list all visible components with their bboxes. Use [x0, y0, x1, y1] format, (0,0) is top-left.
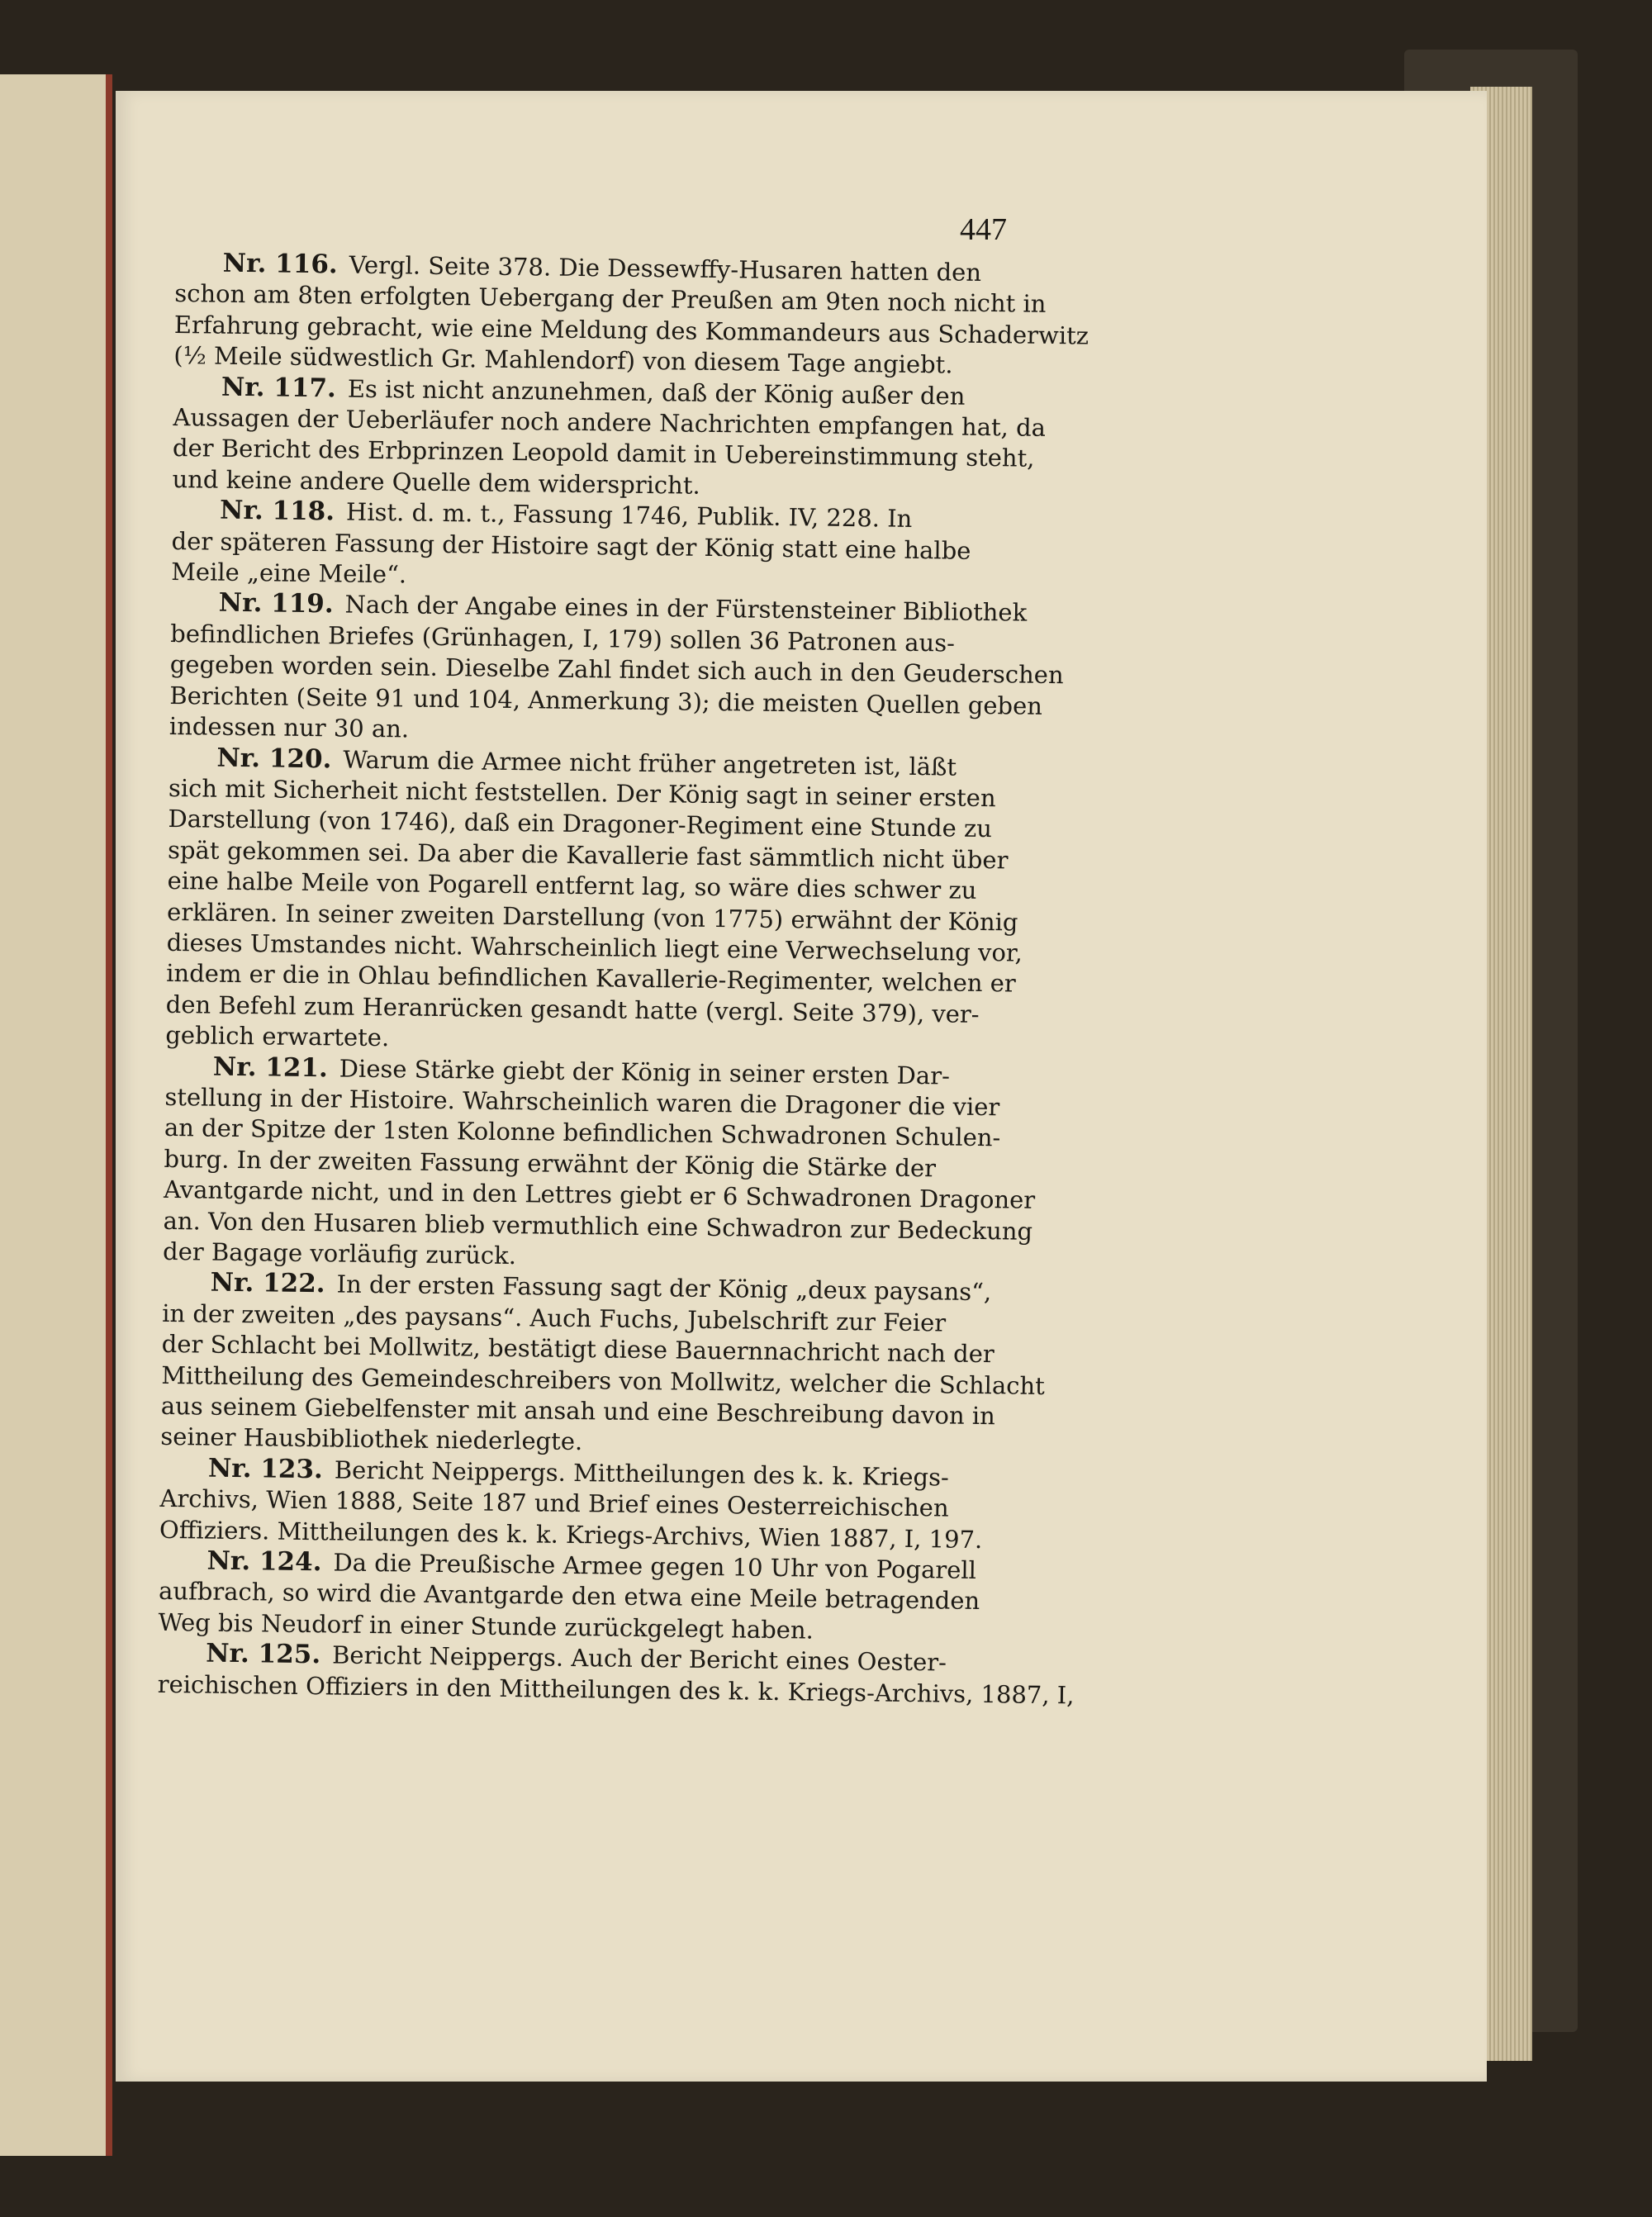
note-text: aufbrach, so wird die Avantgarde den etwa eine Meile betragenden [158, 1577, 980, 1616]
note-text: Archivs, Wien 1888, Seite 187 und Brief eines Oesterreichischen [159, 1484, 949, 1522]
note-number: Nr. 117. [221, 372, 337, 404]
note-text: burg. In der zweiten Fassung erwähnt der König die Stärke der [164, 1144, 937, 1183]
note-text: befindlichen Briefes (Grünhagen, I, 179) sollen 36 Patronen aus- [170, 619, 956, 658]
note-text: Offiziers. Mittheilungen des k. k. Kriegs-Archivs, Wien 1887, I, 197. [159, 1515, 983, 1554]
note-paragraph [159, 1453, 1107, 1557]
note-number: Nr. 123. [207, 1453, 324, 1485]
note-number: Nr. 124. [206, 1545, 322, 1578]
note-text: Weg bis Neudorf in einer Stunde zurückgelegt haben. [158, 1607, 814, 1645]
note-text: den Befehl zum Heranrücken gesandt hatte (vergl. Seite 379), ver- [165, 990, 980, 1028]
note-text: der späteren Fassung der Histoire sagt der König statt eine halbe [171, 526, 971, 565]
note-text: Berichten (Seite 91 und 104, Anmerkung 3); die meisten Quellen geben [169, 681, 1043, 720]
note-text: indessen nur 30 an. [169, 712, 410, 743]
note-text: an der Spitze der 1sten Kolonne befindlichen Schwadronen Schulen- [164, 1113, 1001, 1152]
footnotes-text [158, 248, 1122, 1711]
note-text: Es ist nicht anzunehmen, daß der König außer den [347, 374, 966, 411]
note-text: Warum die Armee nicht früher angetreten ist, läßt [343, 745, 957, 781]
note-text: Meile „eine Meile“. [171, 558, 407, 589]
note-text: reichischen Offiziers in den Mittheilungen des k. k. Kriegs-Archivs, 1887, I, [157, 1669, 1075, 1710]
note-paragraph [163, 1051, 1112, 1279]
note-text: Da die Preußische Armee gegen 10 Uhr von Pogarell [333, 1548, 977, 1585]
note-text: sich mit Sicherheit nicht feststellen. Der König sagt in seiner ersten [168, 773, 996, 813]
note-text: Bericht Neippergs. Mittheilungen des k. k. Kriegs- [334, 1455, 949, 1492]
note-paragraph [169, 587, 1118, 753]
note-text: aus seinem Giebelfenster mit ansah und eine Beschreibung davon in [160, 1391, 996, 1431]
note-text: Hist. d. m. t., Fassung 1746, Publik. IV, 228. In [345, 497, 913, 534]
note-text: geblich erwartete. [165, 1021, 390, 1052]
note-text: Vergl. Seite 378. Die Dessewffy-Husaren hatten den [349, 250, 982, 287]
note-text: stellung in der Histoire. Wahrscheinlich waren die Dragoner die vier [164, 1082, 1000, 1122]
note-text: der Bagage vorläufig zurück. [162, 1237, 517, 1270]
note-text: Erfahrung gebracht, wie eine Meldung des Kommandeurs aus Schaderwitz [173, 310, 1089, 350]
note-text: und keine andere Quelle dem widerspricht. [172, 464, 700, 500]
note-text: erklären. In seiner zweiten Darstellung (von 1775) erwähnt der König [166, 897, 1018, 937]
note-text: schon am 8ten erfolgten Uebergang der Preußen am 9ten noch nicht in [174, 279, 1047, 319]
note-text: Diese Stärke giebt der König in seiner ersten Dar- [339, 1054, 951, 1090]
note-number: Nr. 120. [216, 743, 332, 774]
note-paragraph [158, 1638, 1105, 1711]
note-text: in der zweiten „des paysans“. Auch Fuchs, Jubelschrift zur Feier [162, 1298, 947, 1337]
note-paragraph [173, 248, 1122, 383]
note-text: Aussagen der Ueberläufer noch andere Nachrichten empfangen hat, da [173, 403, 1047, 442]
note-text: der Bericht des Erbprinzen Leopold damit in Uebereinstimmung steht, [172, 434, 1035, 473]
note-text: spät gekommen sei. Da aber die Kavallerie fast sämmtlich nicht über [167, 835, 1009, 875]
note-paragraph [165, 742, 1115, 1062]
note-text: indem er die in Ohlau befindlichen Kavallerie-Regimenter, welchen er [166, 959, 1016, 998]
note-paragraph [160, 1267, 1109, 1464]
page-number: 447 [960, 212, 1007, 247]
note-number: Nr. 121. [212, 1052, 329, 1083]
note-paragraph [172, 372, 1120, 507]
note-text: dieses Umstandes nicht. Wahrscheinlich liegt eine Verwechselung vor, [166, 928, 1023, 967]
note-text: der Schlacht bei Mollwitz, bestätigt diese Bauernnachricht nach der [161, 1330, 995, 1369]
note-number: Nr. 118. [219, 495, 335, 527]
note-text: eine halbe Meile von Pogarell entfernt lag, so wäre dies schwer zu [167, 866, 977, 905]
note-number: Nr. 125. [205, 1638, 321, 1670]
note-number: Nr. 116. [222, 248, 338, 280]
note-text: Bericht Neippergs. Auch der Bericht eines Oester- [331, 1640, 947, 1677]
note-text: seiner Hausbibliothek niederlegte. [160, 1422, 583, 1456]
note-text: In der ersten Fassung sagt der König „deux paysans“, [336, 1270, 992, 1307]
note-paragraph [158, 1545, 1105, 1650]
note-text: Nach der Angabe eines in der Fürstensteiner Bibliothek [344, 591, 1028, 628]
note-text: Darstellung (von 1746), daß ein Dragoner-Regiment eine Stunde zu [168, 805, 993, 843]
note-text: Mittheilung des Gemeindeschreibers von Mollwitz, welcher die Schlacht [161, 1360, 1046, 1400]
note-text: Avantgarde nicht, und in den Lettres giebt er 6 Schwadronen Dragoner [163, 1175, 1036, 1214]
note-number: Nr. 119. [218, 588, 334, 620]
note-text: an. Von den Husaren blieb vermuthlich eine Schwadron zur Bedeckung [163, 1206, 1033, 1246]
note-text: gegeben worden sein. Dieselbe Zahl findet sich auch in den Geuderschen [169, 650, 1064, 690]
note-paragraph [171, 495, 1118, 599]
left-page-edge [0, 74, 112, 2156]
note-text: (½ Meile südwestlich Gr. Mahlendorf) von diesem Tage angiebt. [173, 341, 953, 379]
note-number: Nr. 122. [210, 1268, 325, 1299]
